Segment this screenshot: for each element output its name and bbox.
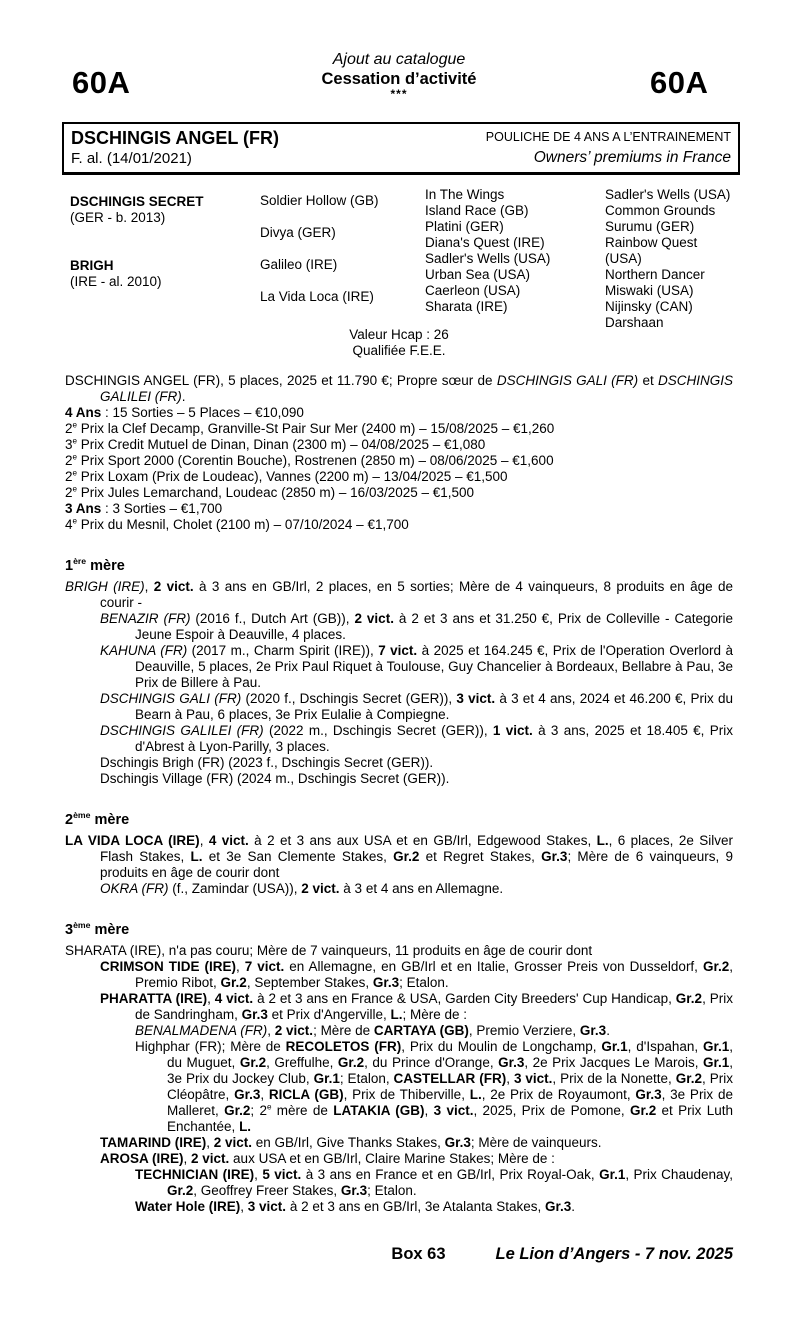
pedigree-gen4-entry: Rainbow Quest (USA): [605, 235, 698, 266]
pedigree-gen4-entry: Nijinsky (CAN): [605, 299, 693, 314]
pedigree-gen4-col: [605, 187, 734, 331]
horse-title-box: [62, 122, 740, 175]
family-paragraph: Highphar (FR); Mère de RECOLETOS (FR), Prix du Moulin de Longchamp, Gr.1, d'Ispahan, Gr.1, du Muguet, Gr.2, Greffulhe, Gr.2, du Prince d'Orange, Gr.3, 2e Prix Jacques Le Marois, Gr.1, 3e Prix du Jockey Club, Gr.1; Etalon, CASTELLAR (FR), 3 vict., Prix de la Nonette, Gr.2, Prix Cléopâtre, Gr.3, RICLA (GB), Prix de Thiberville, L., 2e Prix de Royaumont, Gr.3, 3e Prix de Malleret, Gr.2; 2e mère de LATAKIA (GB), 3 vict., 2025, Prix de Pomone, Gr.2 et Prix Luth Enchantée, L.: [135, 1039, 734, 1134]
pedigree-table: [70, 185, 734, 330]
family-paragraph: Water Hole (IRE), 3 vict. à 2 et 3 ans en GB/Irl, 3e Atalanta Stakes, Gr.3.: [135, 1199, 576, 1214]
race-result-line: 2e Prix Loxam (Prix de Loudeac), Vannes (2200 m) – 13/04/2025 – €1,500: [65, 468, 508, 484]
pedigree-gen4-entry: Sadler's Wells (USA): [605, 187, 731, 202]
dam-section-title: 2ème mère: [65, 810, 130, 828]
family-paragraph: PHARATTA (IRE), 4 vict. à 2 et 3 ans en France & USA, Garden City Breeders' Cup Handicap, Gr.2, Prix de Sandringham, Gr.3 et Prix d'Angerville, L.; Mère de :: [100, 991, 733, 1022]
addendum-header: [0, 50, 798, 100]
pedigree-gen3-entry: Caerleon (USA): [425, 283, 521, 298]
dam-block: [70, 258, 162, 290]
family-paragraph: LA VIDA LOCA (IRE), 4 vict. à 2 et 3 ans aux USA et en GB/Irl, Edgewood Stakes, L., 6 places, 2e Silver Flash Stakes, L. et 3e San Clemente Stakes, Gr.2 et Regret Stakes, Gr.3; Mère de 6 vainqueurs, 9 produits en âge de courir dont: [65, 833, 733, 880]
lot-number-left: 60A: [72, 65, 131, 100]
pedigree-gen3-entry: In The Wings: [425, 187, 505, 202]
pedigree-gen3-col: [425, 187, 550, 315]
pedigree-gen2-entry: La Vida Loca (IRE): [260, 289, 374, 304]
race-result-line: 2e Prix Jules Lemarchand, Loudeac (2850 m) – 16/03/2025 – €1,500: [65, 484, 475, 500]
stars-separator: ***: [390, 87, 408, 101]
family-paragraph: SHARATA (IRE), n'a pas couru; Mère de 7 vainqueurs, 11 produits en âge de courir dont: [65, 943, 593, 958]
horse-category: POULICHE DE 4 ANS A L’ENTRAINEMENT: [485, 130, 731, 144]
qualification-line: Qualifiée F.E.E.: [352, 343, 446, 358]
pedigree-gen2-col: [260, 185, 425, 313]
handicap-block: [0, 327, 798, 359]
race-lines: [65, 405, 733, 533]
lot-number-right: 60A: [650, 65, 709, 100]
pedigree-gen3-entry: Urban Sea (USA): [425, 267, 531, 282]
family-paragraph: CRIMSON TIDE (IRE), 7 vict. en Allemagne, en GB/Irl et en Italie, Grosser Preis von Dusseldorf, Gr.2, Premio Ribot, Gr.2, September Stakes, Gr.3; Etalon.: [100, 959, 733, 990]
family-paragraph: OKRA (FR) (f., Zamindar (USA)), 2 vict. à 3 et 4 ans en Allemagne.: [100, 881, 504, 896]
pedigree-gen4-entry: Darshaan: [605, 315, 664, 330]
horse-name: DSCHINGIS ANGEL (FR): [71, 128, 280, 148]
pedigree-gen4-entry: Common Grounds: [605, 203, 716, 218]
box-number: Box 63: [391, 1245, 446, 1263]
family-paragraph: Dschingis Brigh (FR) (2023 f., Dschingis Secret (GER)).: [100, 755, 434, 770]
sire-block: [70, 194, 204, 226]
horse-title-left: [71, 127, 279, 168]
horse-birth-info: F. al. (14/01/2021): [71, 150, 192, 167]
pedigree-gen4-entry: Surumu (GER): [605, 219, 695, 234]
pedigree-gen3-entry: Sharata (IRE): [425, 299, 508, 314]
pedigree-gen3-entry: Island Race (GB): [425, 203, 529, 218]
dam-name: BRIGH: [70, 258, 114, 273]
pedigree-gen2-entry: Galileo (IRE): [260, 257, 338, 272]
sire-detail: (GER - b. 2013): [70, 210, 166, 225]
dam-section-title: 3ème mère: [65, 920, 130, 938]
race-result-line: 2e Prix la Clef Decamp, Granville-St Pair Sur Mer (2400 m) – 15/08/2025 – €1,260: [65, 420, 555, 436]
race-result-line: 3e Prix Credit Mutuel de Dinan, Dinan (2300 m) – 04/08/2025 – €1,080: [65, 436, 486, 452]
family-sections: [65, 557, 733, 1215]
sale-reason-line: Cessation d’activité: [321, 70, 477, 88]
pedigree-gen3-entry: Platini (GER): [425, 219, 504, 234]
race-result-line: 2e Prix Sport 2000 (Corentin Bouche), Rostrenen (2850 m) – 08/06/2025 – €1,600: [65, 452, 554, 468]
dam-detail: (IRE - al. 2010): [70, 274, 162, 289]
family-paragraph: BRIGH (IRE), 2 vict. à 3 ans en GB/Irl, 2 places, en 5 sorties; Mère de 4 vainqueurs, 8 produits en âge de courir -: [65, 579, 733, 610]
family-paragraph: Dschingis Village (FR) (2024 m., Dschingis Secret (GER)).: [100, 771, 450, 786]
pedigree-gen3-entry: Diana's Quest (IRE): [425, 235, 545, 250]
handicap-value-line: Valeur Hcap : 26: [349, 327, 449, 342]
family-paragraph: KAHUNA (FR) (2017 m., Charm Spirit (IRE)), 7 vict. à 2025 et 164.245 €, Prix de l'Operation Overlord à Deauville, 5 places, 2e Prix Paul Riquet à Toulouse, Guy Chancelier à Bordeaux, Bellabre à Pau, 3e Prix de Billere à Pau.: [100, 643, 733, 690]
footer: [65, 1244, 733, 1264]
main-text: [65, 373, 733, 1215]
horse-title-right: [486, 127, 731, 167]
owners-premium-note: Owners’ premiums in France: [533, 149, 731, 166]
race-result-line: 4e Prix du Mesnil, Cholet (2100 m) – 07/10/2024 – €1,700: [65, 516, 409, 532]
family-paragraph: DSCHINGIS GALILEI (FR) (2022 m., Dschingis Secret (GER)), 1 vict. à 3 ans, 2025 et 18.405 €, Prix d'Abrest à Lyon-Parilly, 3 places.: [100, 723, 733, 754]
pedigree-gen3-entry: Sadler's Wells (USA): [425, 251, 551, 266]
race-record-intro: DSCHINGIS ANGEL (FR), 5 places, 2025 et 11.790 €; Propre sœur de DSCHINGIS GALI (FR) et DSCHINGIS GALILEI (FR).: [65, 373, 733, 404]
race-result-line: 4 Ans : 15 Sorties – 5 Places – €10,090: [65, 405, 304, 420]
sire-name: DSCHINGIS SECRET: [70, 194, 204, 209]
addendum-line: Ajout au catalogue: [332, 51, 466, 68]
pedigree-gen4-entry: Northern Dancer: [605, 267, 705, 282]
sale-venue-date: Le Lion d’Angers - 7 nov. 2025: [495, 1245, 733, 1263]
race-result-line: 3 Ans : 3 Sorties – €1,700: [65, 501, 223, 516]
family-paragraph: DSCHINGIS GALI (FR) (2020 f., Dschingis Secret (GER)), 3 vict. à 3 et 4 ans, 2024 et 46.200 €, Prix du Bearn à Pau, 6 places, 3e Prix Eulalie à Compiegne.: [100, 691, 733, 722]
family-paragraph: AROSA (IRE), 2 vict. aux USA et en GB/Irl, Claire Marine Stakes; Mère de :: [100, 1151, 555, 1166]
family-paragraph: BENALMADENA (FR), 2 vict.; Mère de CARTAYA (GB), Premio Verziere, Gr.3.: [135, 1023, 610, 1038]
family-paragraph: TAMARIND (IRE), 2 vict. en GB/Irl, Give Thanks Stakes, Gr.3; Mère de vainqueurs.: [100, 1135, 602, 1150]
pedigree-gen2-entry: Divya (GER): [260, 225, 336, 240]
family-paragraph: TECHNICIAN (IRE), 5 vict. à 3 ans en France et en GB/Irl, Prix Royal-Oak, Gr.1, Prix Chaudenay, Gr.2, Geoffrey Freer Stakes, Gr.3; Etalon.: [135, 1167, 733, 1198]
pedigree-gen2-entry: Soldier Hollow (GB): [260, 193, 379, 208]
pedigree-gen4-entry: Miswaki (USA): [605, 283, 694, 298]
family-paragraph: BENAZIR (FR) (2016 f., Dutch Art (GB)), 2 vict. à 2 et 3 ans et 31.250 €, Prix de Colleville - Categorie Jeune Espoir à Deauville, 4 places.: [100, 611, 733, 642]
dam-section-title: 1ère mère: [65, 556, 125, 574]
